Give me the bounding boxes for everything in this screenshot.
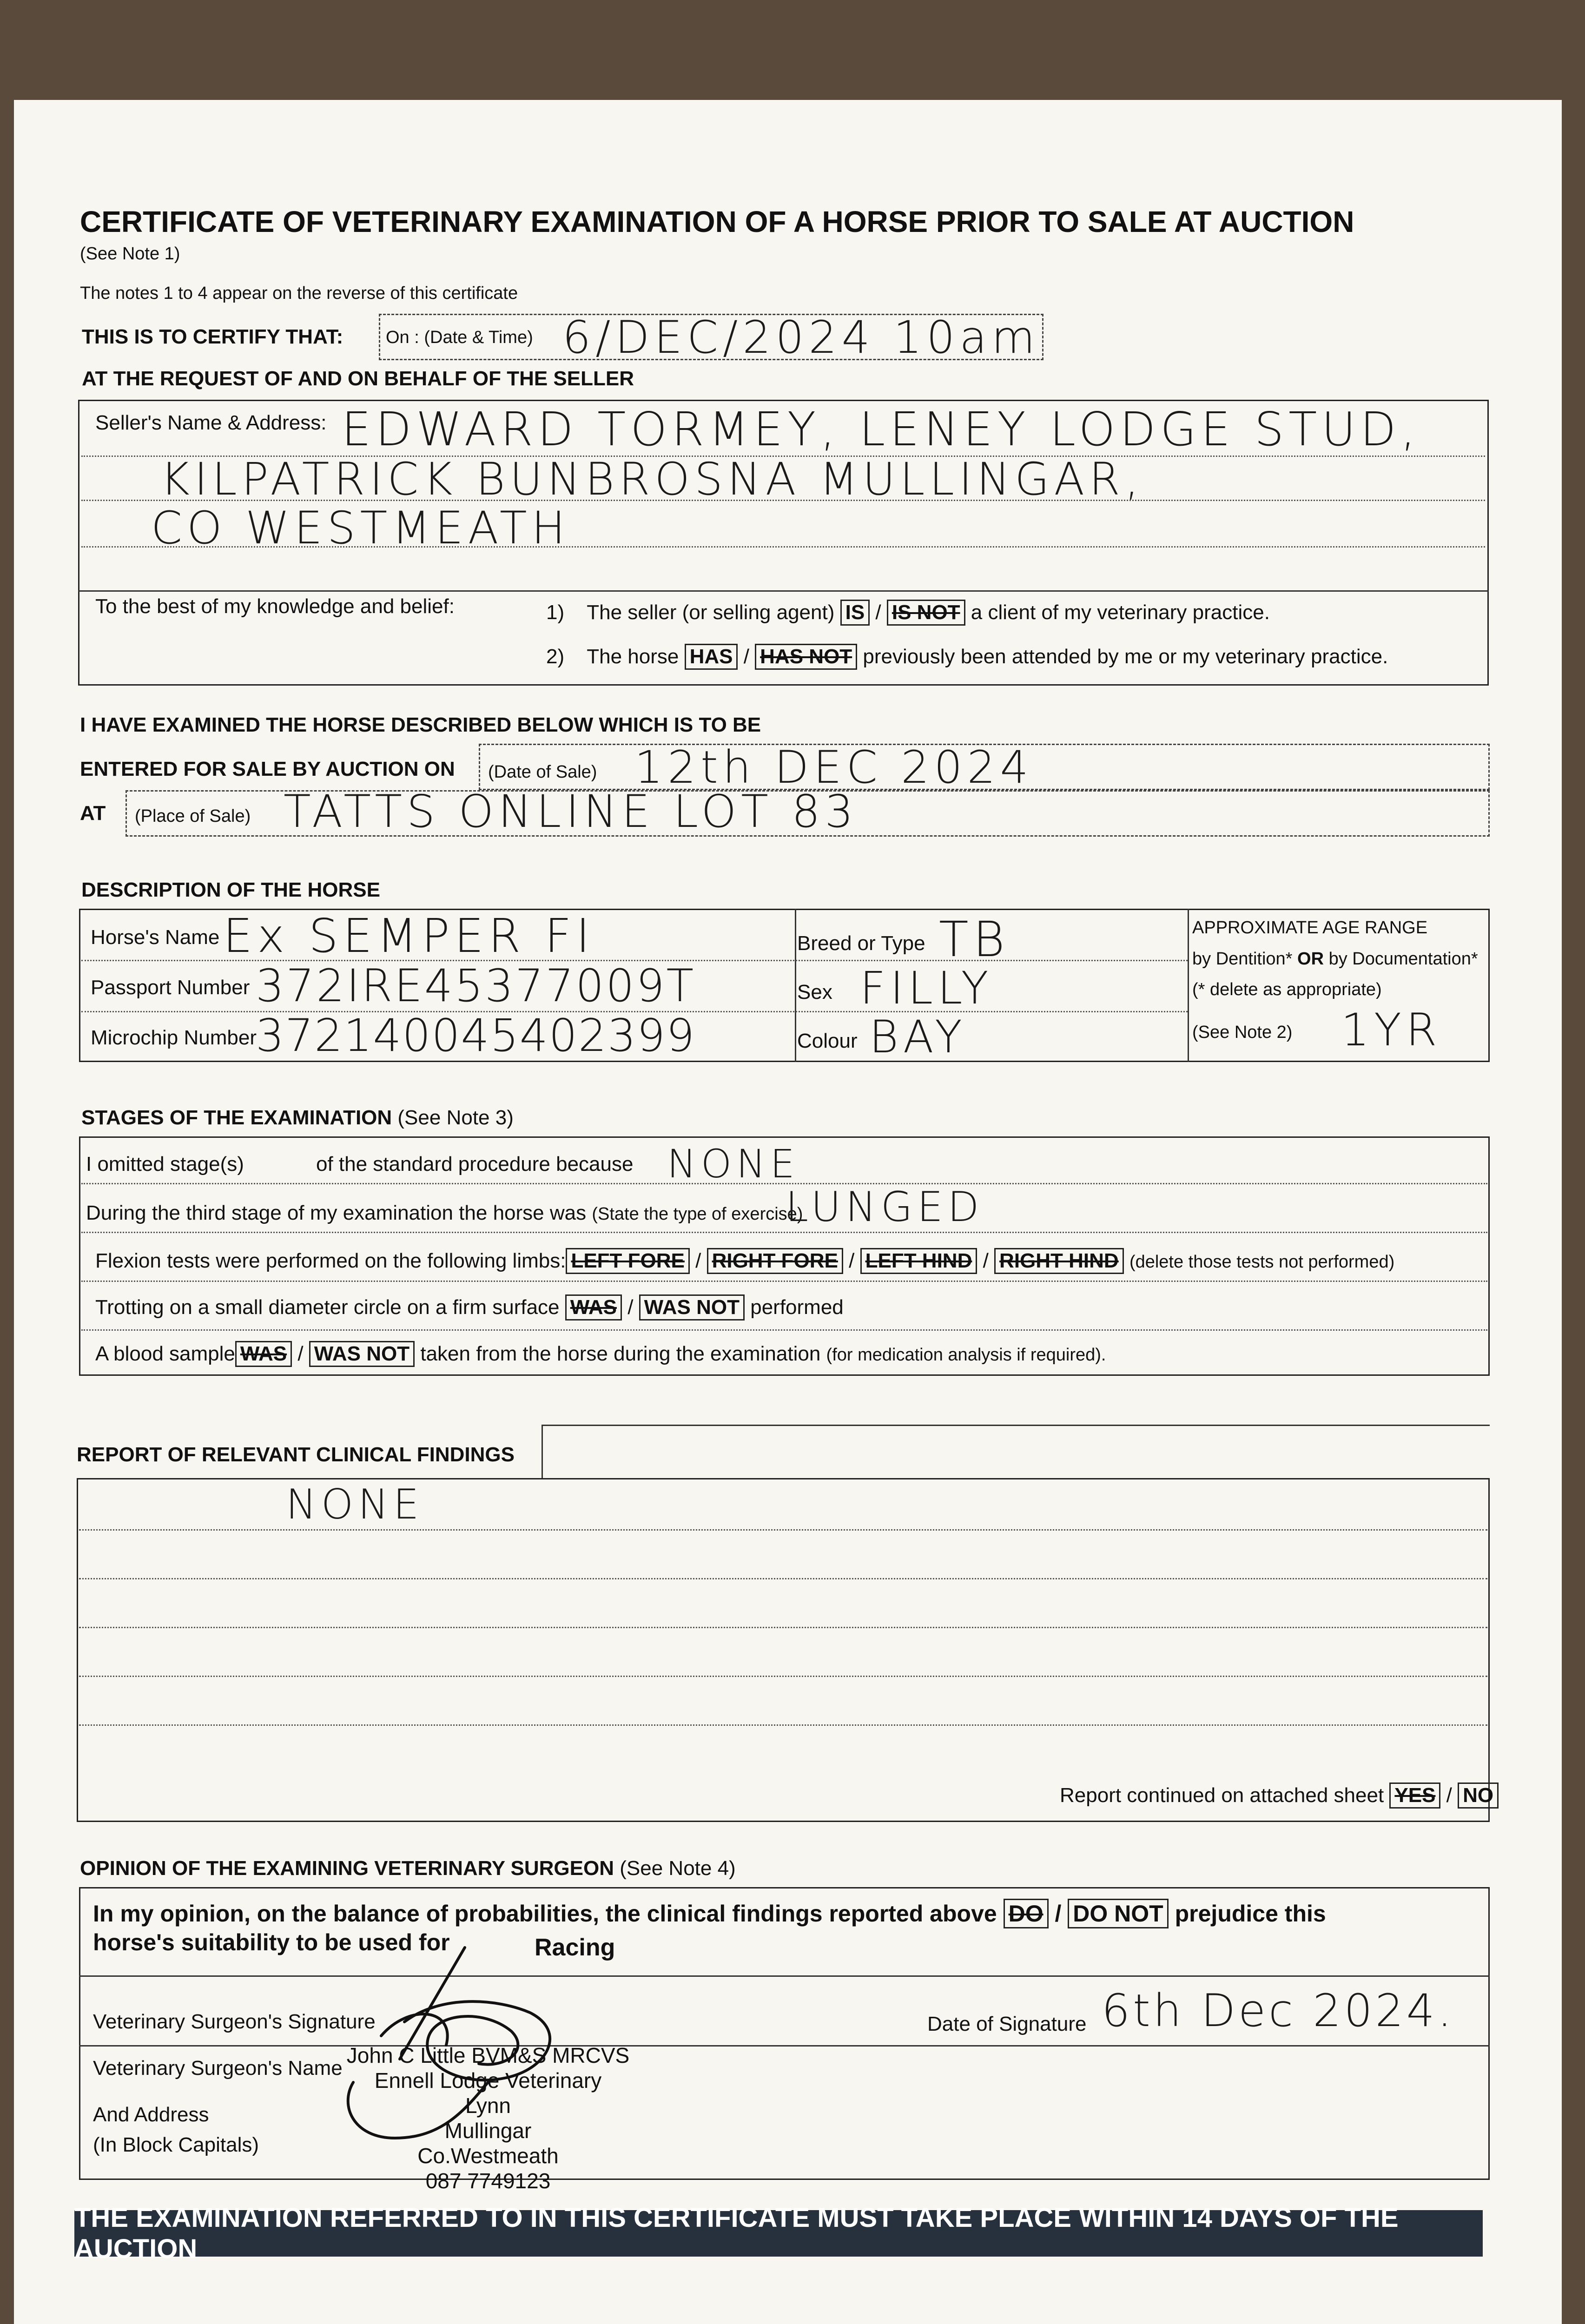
report-rule-5 [79, 1724, 1487, 1726]
certify-label: THIS IS TO CERTIFY THAT: [82, 325, 343, 348]
footer-banner: THE EXAMINATION REFERRED TO IN THIS CERTIFICATE MUST TAKE PLACE WITHIN 14 DAYS OF THE AUCTION [74, 2210, 1483, 2257]
opinion-heading [80, 1857, 736, 1880]
is-option: IS [840, 600, 870, 626]
do-option-struck: DO [1004, 1899, 1049, 1928]
report-heading: REPORT OF RELEVANT CLINICAL FINDINGS [77, 1443, 515, 1466]
stamp-line-town: Lynn [465, 2093, 511, 2118]
blood-note: (for medication analysis if required). [826, 1345, 1106, 1365]
date-of-sale-value: 12th DEC 2024 [634, 741, 1033, 793]
microchip-label: Microchip Number [91, 1026, 257, 1049]
date-time-value: 6/DEC/2024 10am [562, 311, 1040, 363]
breed-value: TB [939, 911, 1010, 968]
stages-rule-2 [81, 1232, 1487, 1233]
seller-divider [78, 590, 1489, 592]
stamp-line-phone: 087 7749123 [425, 2169, 551, 2193]
date-of-sale-label: (Date of Sale) [488, 762, 597, 782]
blood-label: A blood sample [95, 1342, 235, 1365]
stages-heading-note: (See Note 3) [397, 1106, 514, 1129]
colour-label: Colour [797, 1030, 858, 1052]
entered-label: ENTERED FOR SALE BY AUCTION ON [80, 758, 455, 780]
stages-heading [81, 1106, 514, 1129]
opinion-text-post: prejudice this [1175, 1901, 1326, 1927]
trot-label: Trotting on a small diameter circle on a firm surface [95, 1296, 560, 1319]
veterinary-stamp [321, 2043, 655, 2193]
seller-line-1: EDWARD TORMEY, LENEY LODGE STUD, [342, 402, 1420, 456]
report-continued-label: Report continued on attached sheet [1060, 1784, 1384, 1807]
blood-was-option-struck: WAS [235, 1341, 292, 1367]
knowledge-item-2: 2) The horse HAS / HAS NOT previously been attended by me or my veterinary practice. [546, 644, 1388, 670]
see-note-1: (See Note 1) [80, 244, 180, 264]
microchip-value: 372140045402399 [256, 1010, 696, 1062]
sex-value: FILLY [860, 962, 993, 1014]
description-heading: DESCRIPTION OF THE HORSE [81, 878, 380, 901]
age-delete-note: (* delete as appropriate) [1192, 980, 1382, 999]
report-top-rule [542, 1425, 1490, 1426]
report-value: NONE [286, 1480, 424, 1528]
trot-was-option-struck: WAS [565, 1294, 622, 1320]
age-see-note: (See Note 2) [1192, 1023, 1293, 1042]
blood-post: taken from the horse during the examination [420, 1342, 821, 1365]
passport-value: 372IRE45377009T [256, 960, 696, 1012]
flexion-row: Flexion tests were performed on the following limbs: LEFT FORE / RIGHT FORE / LEFT HIND / RIGHT HIND (delete those tests not performed) [95, 1248, 1394, 1274]
age-or: OR [1297, 949, 1324, 969]
third-stage-value: LUNGED [786, 1183, 984, 1231]
third-stage-label [86, 1202, 803, 1225]
opinion-text-line-1: In my opinion, on the balance of probabilities, the clinical findings reported above DO / DO NOT prejudice this [93, 1899, 1326, 1928]
item-1-number: 1) [546, 601, 565, 624]
seller-line-2: KILPATRICK BUNBROSNA MULLINGAR, [160, 453, 1144, 505]
has-option: HAS [685, 644, 738, 670]
report-rule-4 [79, 1676, 1487, 1677]
breed-label: Breed or Type [797, 932, 925, 955]
item-2-number: 2) [546, 645, 565, 668]
age-heading: APPROXIMATE AGE RANGE [1192, 918, 1428, 938]
at-label: AT [80, 802, 106, 825]
sex-label: Sex [797, 981, 832, 1004]
item-1-post: a client of my veterinary practice. [971, 601, 1270, 624]
opinion-text-line-2: horse's suitability to be used for [93, 1929, 450, 1955]
age-by-dentition: by Dentition* [1192, 949, 1293, 969]
report-tab-edge [542, 1425, 543, 1478]
age-by-documentation: by Documentation* [1328, 949, 1478, 969]
horse-name-value: Ex SEMPER FI [223, 909, 594, 963]
trot-was-not-option: WAS NOT [639, 1294, 745, 1320]
flexion-note: (delete those tests not performed) [1129, 1252, 1395, 1272]
seller-rule-3 [81, 546, 1485, 548]
stamp-line-name: John C Little BVM&S MRCVS [346, 2043, 630, 2067]
report-rule-1 [79, 1529, 1487, 1531]
address-label: And Address [93, 2103, 209, 2126]
item-2-post: previously been attended by me or my veterinary practice. [863, 645, 1388, 668]
has-not-option-struck: HAS NOT [755, 644, 857, 670]
knowledge-item-1: 1) The seller (or selling agent) IS / IS NOT a client of my veterinary practice. [546, 600, 1270, 626]
stamp-line-county: Co.Westmeath [417, 2144, 559, 2168]
knowledge-label: To the best of my knowledge and belief: [95, 595, 455, 618]
omitted-value: NONE [667, 1141, 799, 1187]
notes-line: The notes 1 to 4 appear on the reverse of this certificate [80, 284, 518, 303]
third-stage-text: During the third stage of my examination the horse was [86, 1202, 587, 1224]
third-stage-note: (State the type of exercise) [592, 1204, 803, 1224]
stamp-line-city: Mullingar [444, 2119, 532, 2143]
passport-label: Passport Number [91, 976, 250, 999]
place-of-sale-value: TATTS ONLINE LOT 83 [284, 786, 858, 838]
use-value: Racing [535, 1934, 615, 1961]
continued-yes-option-struck: YES [1389, 1783, 1440, 1809]
report-rule-2 [79, 1578, 1487, 1579]
report-continued: Report continued on attached sheet YES / NO [1060, 1783, 1499, 1809]
date-of-signature-label: Date of Signature [927, 2013, 1087, 2035]
trot-row: Trotting on a small diameter circle on a firm surface WAS / WAS NOT performed [95, 1294, 844, 1320]
description-col-divider-2 [1188, 909, 1189, 1062]
trot-post: performed [750, 1296, 844, 1319]
stamp-line-practice: Ennell Lodge Veterinary [374, 2068, 602, 2093]
seller-rule-2 [81, 500, 1485, 501]
item-1-text: The seller (or selling agent) [587, 601, 835, 624]
place-of-sale-label: (Place of Sale) [135, 806, 251, 826]
stages-heading-text: STAGES OF THE EXAMINATION [81, 1106, 392, 1129]
do-not-option: DO NOT [1068, 1899, 1168, 1928]
left-hind-option-struck: LEFT HIND [860, 1248, 977, 1274]
opinion-text-pre: In my opinion, on the balance of probabilities, the clinical findings reported above [93, 1901, 997, 1927]
surgeon-name-label: Veterinary Surgeon's Name [93, 2057, 343, 2080]
certificate-title: CERTIFICATE OF VETERINARY EXAMINATION OF A HORSE PRIOR TO SALE AT AUCTION [80, 205, 1354, 238]
description-col-divider-1 [795, 909, 796, 1062]
right-hind-option-struck: RIGHT HIND [994, 1248, 1124, 1274]
horse-name-label: Horse's Name [91, 926, 220, 949]
request-line: AT THE REQUEST OF AND ON BEHALF OF THE SELLER [82, 367, 634, 390]
date-time-label: On : (Date & Time) [386, 328, 533, 347]
age-by [1192, 949, 1478, 969]
left-fore-option-struck: LEFT FORE [566, 1248, 689, 1274]
right-fore-option-struck: RIGHT FORE [707, 1248, 843, 1274]
block-capitals-label: (In Block Capitals) [93, 2133, 259, 2156]
omitted-label: I omitted stage(s) [86, 1153, 244, 1175]
opinion-heading-text: OPINION OF THE EXAMINING VETERINARY SURGEON [80, 1857, 614, 1880]
stages-rule-3 [81, 1281, 1487, 1282]
date-of-signature-value: 6th Dec 2024. [1102, 1985, 1455, 2037]
blood-row: A blood sample WAS / WAS NOT taken from the horse during the examination (for medication analysis if required). [95, 1341, 1106, 1367]
seller-line-3: CO WESTMEATH [151, 502, 570, 554]
stages-rule-4 [81, 1329, 1487, 1331]
continued-no-option: NO [1458, 1783, 1499, 1809]
opinion-heading-note: (See Note 4) [620, 1857, 736, 1880]
seller-label: Seller's Name & Address: [95, 411, 327, 434]
age-value: 1YR [1341, 1004, 1442, 1056]
flexion-label: Flexion tests were performed on the following limbs: [95, 1249, 566, 1272]
blood-was-not-option: WAS NOT [309, 1341, 415, 1367]
is-not-option-struck: IS NOT [887, 600, 965, 626]
signature-label: Veterinary Surgeon's Signature [93, 2010, 376, 2033]
item-2-text: The horse [587, 645, 679, 668]
examined-line: I HAVE EXAMINED THE HORSE DESCRIBED BELOW WHICH IS TO BE [80, 713, 761, 736]
colour-value: BAY [869, 1011, 967, 1063]
omitted-mid: of the standard procedure because [316, 1153, 634, 1175]
report-rule-3 [79, 1627, 1487, 1628]
